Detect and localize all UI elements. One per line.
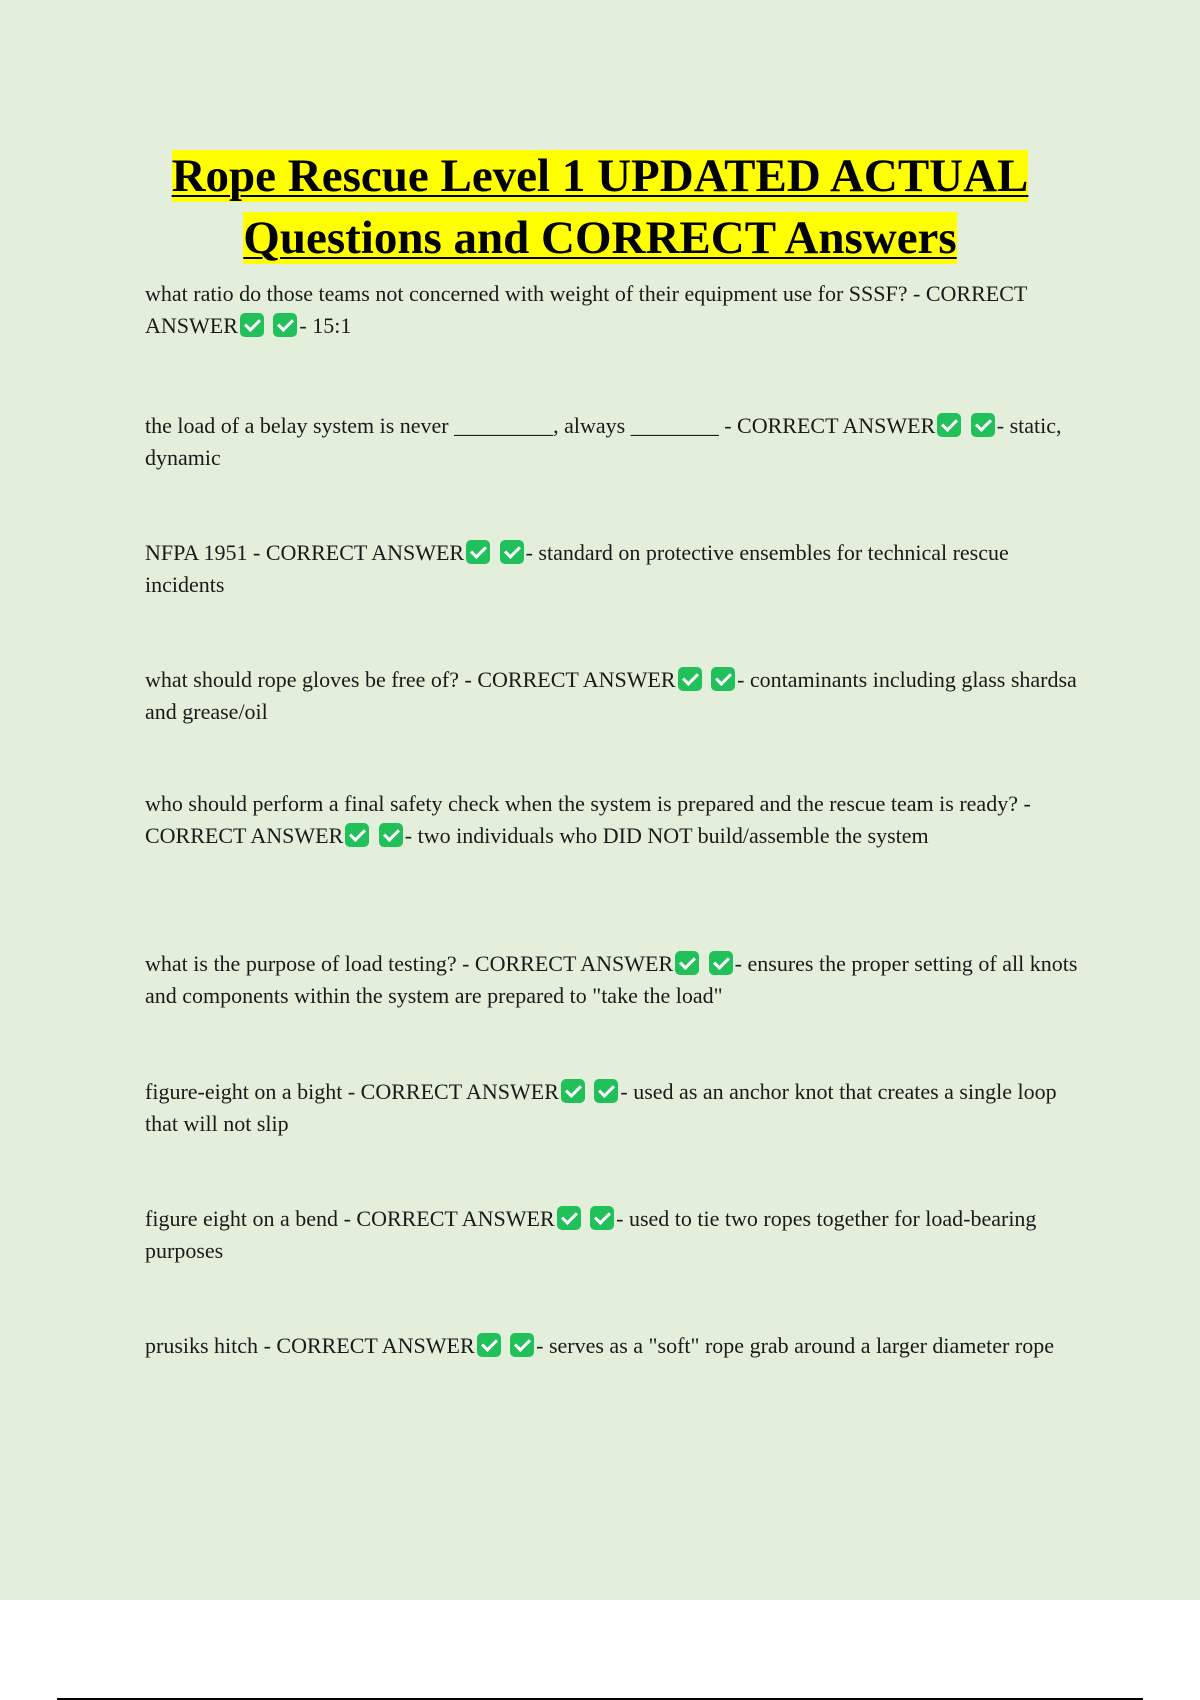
question-text: what ratio do those teams not concerned with weight of their equipment use for SSSF?: [145, 281, 908, 306]
answer-text: serves as a "soft" rope grab around a larger diameter rope: [548, 1333, 1054, 1358]
answer-text: used to tie two ropes together for load-bearing purposes: [145, 1206, 1037, 1263]
check-mark-icon: [466, 540, 490, 564]
answer-marker: - CORRECT ANSWER: [462, 951, 674, 976]
question-text: who should perform a final safety check when the system is prepared and the rescue team is ready?: [145, 791, 1018, 816]
question-text: the load of a belay system is never _________, always ________: [145, 413, 719, 438]
qa-item-4: what should rope gloves be free of? - CORRECT ANSWER - contaminants including glass shardsa and grease/oil: [145, 667, 1077, 724]
check-mark-icon: [379, 823, 403, 847]
qa-item-1: what ratio do those teams not concerned with weight of their equipment use for SSSF? - CORRECT ANSWER - 15:1: [145, 281, 1027, 338]
answer-marker: - CORRECT ANSWER: [464, 667, 676, 692]
question-text: figure eight on a bend: [145, 1206, 339, 1231]
answer-text: 15:1: [312, 313, 352, 338]
answer-marker: - CORRECT ANSWER: [263, 1333, 475, 1358]
answer-marker: - CORRECT ANSWER: [145, 281, 1027, 338]
answer-text: two individuals who DID NOT build/assemble the system: [417, 823, 929, 848]
title-line-1: Rope Rescue Level 1 UPDATED ACTUAL: [171, 150, 1029, 202]
question-text: figure-eight on a bight: [145, 1079, 343, 1104]
qa-item-7: figure-eight on a bight - CORRECT ANSWER - used as an anchor knot that creates a single loop that will not slip: [145, 1079, 1057, 1136]
check-mark-icon: [675, 951, 699, 975]
qa-item-5: who should perform a final safety check when the system is prepared and the rescue team is ready? - CORRECT ANSWER - two individuals who DID NOT build/assemble the system: [145, 791, 1031, 848]
question-text: what is the purpose of load testing?: [145, 951, 457, 976]
check-mark-icon: [510, 1333, 534, 1357]
check-mark-icon: [561, 1079, 585, 1103]
page-title: [120, 145, 1080, 269]
qa-item-3: NFPA 1951 - CORRECT ANSWER - standard on protective ensembles for technical rescue incidents: [145, 540, 1009, 597]
answer-marker: - CORRECT ANSWER: [347, 1079, 559, 1104]
check-mark-icon: [500, 540, 524, 564]
answer-text: contaminants including glass shardsa and grease/oil: [145, 667, 1077, 724]
title-line-2: Questions and CORRECT Answers: [243, 212, 957, 264]
answer-marker: - CORRECT ANSWER: [253, 540, 465, 565]
check-mark-icon: [477, 1333, 501, 1357]
qa-item-8: figure eight on a bend - CORRECT ANSWER - used to tie two ropes together for load-bearing purposes: [145, 1206, 1037, 1263]
answer-marker: - CORRECT ANSWER: [724, 413, 936, 438]
qa-item-9: prusiks hitch - CORRECT ANSWER - serves as a "soft" rope grab around a larger diameter rope: [145, 1333, 1054, 1358]
question-text: prusiks hitch: [145, 1333, 259, 1358]
question-text: NFPA 1951: [145, 540, 248, 565]
check-mark-icon: [557, 1206, 581, 1230]
answer-marker: - CORRECT ANSWER: [145, 791, 1031, 848]
check-mark-icon: [594, 1079, 618, 1103]
check-mark-icon: [273, 313, 297, 337]
check-mark-icon: [590, 1206, 614, 1230]
check-mark-icon: [678, 667, 702, 691]
check-mark-icon: [971, 413, 995, 437]
answer-text: static, dynamic: [145, 413, 1062, 470]
check-mark-icon: [240, 313, 264, 337]
check-mark-icon: [711, 667, 735, 691]
answer-text: standard on protective ensembles for technical rescue incidents: [145, 540, 1009, 597]
answer-marker: - CORRECT ANSWER: [343, 1206, 555, 1231]
check-mark-icon: [345, 823, 369, 847]
check-mark-icon: [709, 951, 733, 975]
answer-text: ensures the proper setting of all knots and components within the system are prepared to "take the load": [145, 951, 1078, 1008]
qa-item-2: the load of a belay system is never _________, always ________ - CORRECT ANSWER - static, dynamic: [145, 413, 1062, 470]
check-mark-icon: [937, 413, 961, 437]
qa-item-6: what is the purpose of load testing? - CORRECT ANSWER - ensures the proper setting of all knots and components within the system are prepared to "take the load": [145, 951, 1078, 1008]
answer-text: used as an anchor knot that creates a single loop that will not slip: [145, 1079, 1057, 1136]
question-text: what should rope gloves be free of?: [145, 667, 460, 692]
